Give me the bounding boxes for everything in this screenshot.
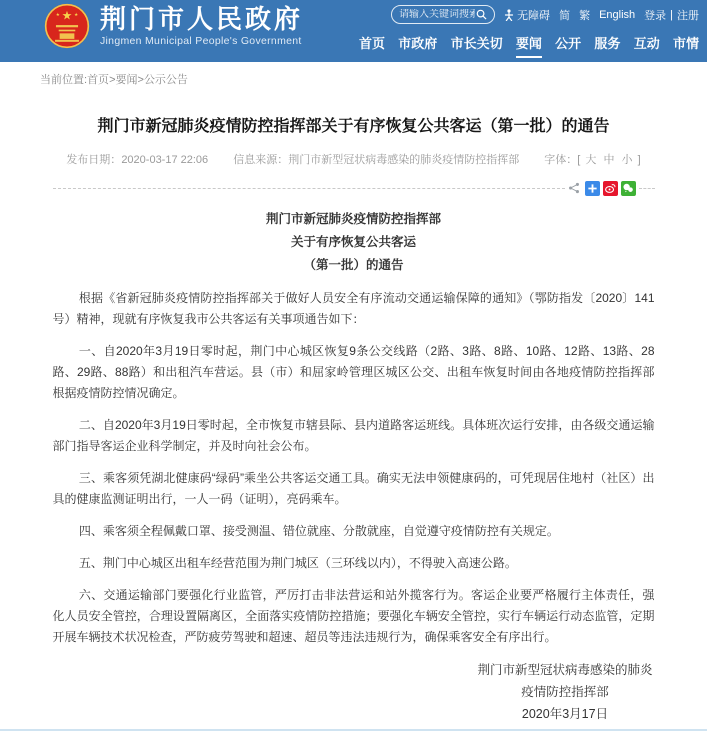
nav-item-disclosure[interactable]: 公开 (555, 36, 582, 51)
site-header (0, 0, 707, 62)
site-logo[interactable] (44, 3, 303, 49)
signature-date: 2020年3月17日 (521, 707, 609, 721)
national-emblem-icon (44, 3, 90, 49)
accessibility-icon (504, 9, 514, 21)
nav-item-home[interactable]: 首页 (359, 36, 386, 51)
breadcrumb-prefix: 当前位置: (40, 74, 88, 86)
svg-text:★: ★ (61, 8, 73, 23)
share-icon[interactable] (568, 182, 580, 194)
search-button[interactable] (476, 9, 487, 20)
info-source: 信息来源：荆门市新型冠状病毒感染的肺炎疫情防控指挥部 (233, 154, 520, 166)
article-title: 荆门市新冠肺炎疫情防控指挥部关于有序恢复公共客运（第一批）的通告 (97, 118, 610, 135)
register-link[interactable]: 注册 (677, 9, 699, 22)
breadcrumb-announcements[interactable]: 公示公告 (143, 74, 188, 86)
paragraph-item-1: 一、自2020年3月19日零时起，荆门中心城区恢复9条公交线路（2路、3路、8路、10路、12路、13路、28路、29路、88路）和出租汽车营运。县（市）和屈家岭管理区城区公交、出租车恢复时间由各地疫情防控指挥部根据疫情防控情况确定。 (52, 344, 655, 400)
font-size-large-button[interactable]: 大 (585, 154, 597, 166)
breadcrumb-news[interactable]: 要闻 (115, 74, 138, 86)
paragraph-item-3: 三、乘客须凭湖北健康码“绿码”乘坐公共客运交通工具。确实无法申领健康码的，可凭现居住地村（社区）出具的健康监测证明出行，一人一码（证明），亮码乘车。 (52, 471, 655, 506)
main-nav (347, 33, 699, 58)
paragraph-item-6: 六、交通运输部门要强化行业监管，严厉打击非法营运和站外揽客行为。客运企业要严格履行主体责任，强化人员安全管控，合理设置隔离区，全面落实疫情防控措施；要强化车辆安全管控，实行车辆运行动态监管，定期开展车辆技术状况检查，严防疲劳驾驶和超速、超员等违法违规行为，确保乘客安全有序出行。 (52, 588, 655, 644)
doc-heading-line-2: 关于有序恢复公共客运 (290, 235, 416, 249)
wechat-icon[interactable] (621, 181, 636, 196)
nav-item-services[interactable]: 服务 (594, 36, 621, 51)
paragraph-intro: 根据《省新冠肺炎疫情防控指挥部关于做好人员安全有序流动交通运输保障的通知》（鄂防指发〔2020〕141号）精神，现就有序恢复我市公共客运有关事项通告如下： (52, 291, 655, 326)
share-toolbar (565, 181, 639, 196)
lang-english-link[interactable]: English (599, 8, 636, 21)
svg-text:★: ★ (55, 11, 60, 17)
nav-item-city-government[interactable]: 市政府 (398, 36, 438, 51)
nav-item-interaction[interactable]: 互动 (633, 36, 660, 51)
login-link[interactable]: 登录 (644, 9, 667, 22)
utility-bar (347, 5, 699, 24)
signature-block (477, 659, 652, 725)
weibo-icon[interactable] (603, 181, 618, 196)
doc-heading-line-1: 荆门市新冠肺炎疫情防控指挥部 (265, 212, 441, 226)
signature-org-line-2: 疫情防控指挥部 (521, 685, 609, 699)
breadcrumb-separator: > (137, 74, 144, 86)
accessibility-link[interactable]: 无障碍 (504, 7, 550, 23)
svg-text:★: ★ (74, 11, 79, 17)
article (53, 115, 655, 725)
search-input[interactable] (399, 9, 475, 20)
paragraph-item-4: 四、乘客须全程佩戴口罩、接受测温、错位就座、分散就座，自觉遵守疫情防控有关规定。 (78, 524, 559, 538)
site-title: 荆门市人民政府 (100, 4, 304, 34)
lang-simplified-link[interactable]: 简 (559, 9, 571, 22)
breadcrumb-separator: > (109, 74, 116, 86)
article-body (53, 288, 655, 648)
breadcrumb-home[interactable]: 首页 (87, 74, 110, 86)
breadcrumb (0, 62, 707, 87)
nav-item-mayor-concern[interactable]: 市长关切 (450, 36, 503, 51)
search-icon (476, 9, 487, 20)
site-title-english: Jingmen Municipal People's Government (100, 35, 302, 47)
nav-item-city-profile[interactable]: 市情 (672, 36, 699, 51)
lang-traditional-link[interactable]: 繁 (579, 9, 591, 22)
font-size-medium-button[interactable]: 中 (603, 154, 615, 166)
share-more-icon[interactable] (585, 181, 600, 196)
paragraph-item-5: 五、荆门中心城区出租车经营范围为荆门城区（三环线以内），不得驶入高速公路。 (78, 556, 517, 570)
article-meta (53, 151, 655, 167)
paragraph-item-2: 二、自2020年3月19日零时起，全市恢复市辖县际、县内道路客运班线。具体班次运行安排，由各级交通运输部门指导客运企业科学制定，并及时向社会公布。 (52, 418, 655, 453)
signature-org-line-1: 荆门市新型冠状病毒感染的肺炎 (477, 663, 653, 677)
footer-divider (0, 729, 707, 734)
nav-item-news[interactable]: 要闻 (516, 33, 542, 58)
font-size-control: 字体：[ 大 中 小 ] (544, 154, 641, 166)
font-size-small-button[interactable]: 小 (621, 154, 633, 166)
document-heading (53, 208, 655, 277)
publish-date: 发布日期：2020-03-17 22:06 (66, 154, 209, 166)
search-box[interactable] (391, 5, 495, 24)
login-register-divider: | (670, 8, 673, 21)
doc-heading-line-3: （第一批）的通告 (303, 258, 404, 272)
share-separator (53, 180, 655, 196)
